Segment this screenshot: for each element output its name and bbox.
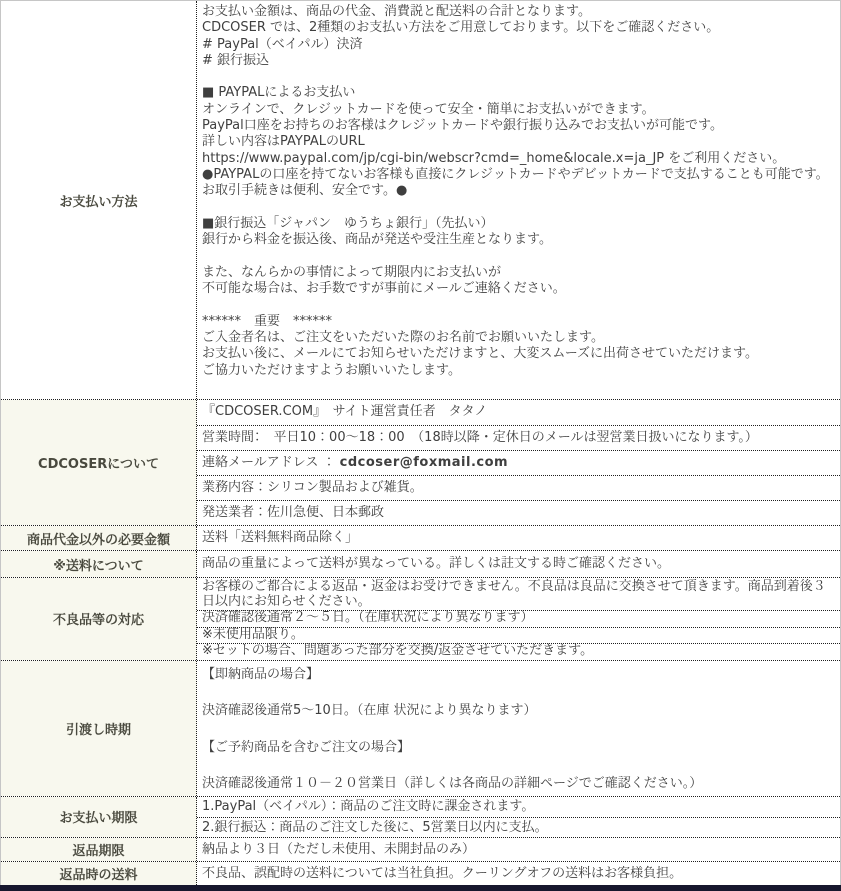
bank-detail-line: 不可能な場合は、お手数ですが事前にメールご連絡ください。 (202, 281, 566, 297)
bank-section-heading: ■銀行振込「ジャパン ゆうちょ銀行」（先払い） (202, 215, 494, 231)
row-delivery-time-content (197, 661, 840, 796)
paypal-detail-line: ●PAYPALの口座を持てないお客様も直接にクレジットカードやデビットカードで支払することも可能です。 (202, 166, 829, 182)
important-detail-line: ご入金者名は、ご注文をいただいた際のお名前でお願いいたします。 (202, 329, 604, 345)
payment-intro-line: CDCOSER では、2種類のお支払い方法をご用意しております。以下をご確認ください。 (202, 20, 720, 36)
row-return-deadline-label: 返品期限 (1, 838, 197, 861)
important-detail-line: お支払い後に、メールにてお知らせいただけますと、大変スムーズに出荷させていただけます。 (202, 346, 759, 362)
paypal-section-heading: ■ PAYPALによるお支払い (202, 85, 356, 101)
row-shipping-note (1, 550, 840, 577)
blank-line (202, 69, 836, 85)
payment-option-paypal: # PayPal（ベイパル）決済 (202, 36, 363, 52)
row-about-cdcoser (1, 399, 840, 525)
row-payment-method-label: お支払い方法 (1, 1, 197, 399)
defective-policy-line: ※セットの場合、問題あった部分を交換/返金させていただきます。 (197, 643, 840, 660)
row-payment-method-content (197, 1, 840, 399)
delivery-detail-line: 決済確認後通常5～10日。（在庫 状況により異なります） (202, 703, 537, 719)
row-defective-items-label: 不良品等の対応 (1, 578, 197, 660)
row-return-deadline (1, 837, 840, 861)
important-heading: ****** 重要 ****** (202, 313, 333, 329)
contact-email-line (197, 450, 840, 475)
site-operator-line: 『CDCOSER.COM』 サイト運営責任者 タタノ (202, 404, 488, 419)
contact-email-address: cdcoser@foxmail.com (339, 455, 509, 470)
blank-line (202, 720, 836, 738)
defective-policy-line: ※未使用品限り。 (197, 627, 840, 644)
deadline-paypal-line: 1.PayPal（ベイパル）：商品のご注文時に課金されます。 (202, 798, 535, 814)
row-payment-deadline-label: お支払い期限 (1, 797, 197, 838)
row-extra-fees (1, 525, 840, 550)
row-return-deadline-text: 納品より３日（ただし未使用、未開封品のみ） (202, 841, 476, 857)
bank-detail-line: また、なんらかの事情によって期限内にお支払いが (202, 264, 502, 280)
row-about-cdcoser-content (197, 400, 840, 525)
delivery-case-heading: 【即納商品の場合】 (202, 666, 320, 682)
contact-email-prefix: 連絡メールアドレス ： (202, 455, 340, 470)
shipping-carrier-line: 発送業者：佐川急便、日本郵政 (197, 500, 840, 525)
payment-option-bank: # 銀行振込 (202, 52, 270, 68)
paypal-detail-line: 詳しい内容はPAYPALのURL (202, 134, 365, 150)
blank-line (202, 684, 836, 702)
row-shipping-note-text: 商品の重量によって送料が異なっている。詳しくは註文する時ご確認ください。 (202, 556, 671, 571)
bottom-divider-bar (0, 885, 841, 891)
blank-line (202, 297, 836, 313)
row-payment-deadline (1, 796, 840, 838)
paypal-detail-line: PayPal口座をお持ちのお客様はクレジットカードや銀行振り込みでお支払いが可能です。 (202, 118, 723, 134)
row-extra-fees-text: 送料「送料無料商品除く」 (202, 530, 359, 545)
paypal-url-text: https://www.paypal.com/jp/cgi-bin/webscr?cmd=_home&locale.x=ja_JP をご利用ください。 (202, 150, 786, 166)
deadline-bank-line: 2.銀行振込：商品のご注文した後に、5営業日以内に支払。 (197, 817, 840, 838)
important-detail-line: ご協力いただけますようお願いいたします。 (202, 362, 461, 378)
row-return-shipping (1, 861, 840, 885)
row-delivery-time-label: 引渡し時期 (1, 661, 197, 796)
row-about-cdcoser-label: CDCOSERについて (1, 400, 197, 525)
bank-detail-line: 銀行から料金を振込後、商品が発送や受注生産となります。 (202, 232, 552, 248)
paypal-detail-line: お取引手続きは便利、安全です。● (202, 183, 408, 199)
blank-line (202, 757, 836, 775)
blank-line (202, 200, 836, 216)
delivery-case-heading: 【ご予約商品を含むご注文の場合】 (202, 739, 411, 755)
payment-intro-line: お支払い金額は、商品の代金、消費説と配送料の合計となります。 (202, 4, 591, 19)
row-delivery-time (1, 660, 840, 796)
blank-line (202, 248, 836, 264)
row-extra-fees-label: 商品代金以外の必要金額 (1, 526, 197, 550)
row-defective-items (1, 577, 840, 660)
row-return-shipping-label: 返品時の送料 (1, 862, 197, 885)
row-payment-method (1, 1, 840, 399)
row-payment-deadline-content (197, 797, 840, 838)
defective-policy-line: 決済確認後通常２～５日。（在庫状況により異なります） (197, 610, 840, 627)
business-hours-line: 営業時間： 平日10：00～18：00 （18時以降・定休日のメールは翌営業日扱いになります。） (197, 425, 840, 450)
row-shipping-note-label: ※送料について (1, 551, 197, 577)
defective-policy-line: お客様のご都合による返品・返金はお受けできません。不良品は良品に交換させて頂きます。商品到着後３日以内にお知らせください。 (202, 579, 826, 609)
row-return-shipping-text: 不良品、誤配時の送料については当社負担。クーリングオフの送料はお客様負担。 (202, 865, 683, 881)
row-defective-items-content (197, 578, 840, 660)
business-description-line: 業務内容：シリコン製品および雑貨。 (197, 475, 840, 500)
delivery-detail-line: 決済確認後通常１０－２０営業日（詳しくは各商品の詳細ページでご確認ください。） (202, 776, 703, 792)
paypal-detail-line: オンラインで、クレジットカードを使って安全・簡単にお支払いができます。 (202, 101, 655, 117)
